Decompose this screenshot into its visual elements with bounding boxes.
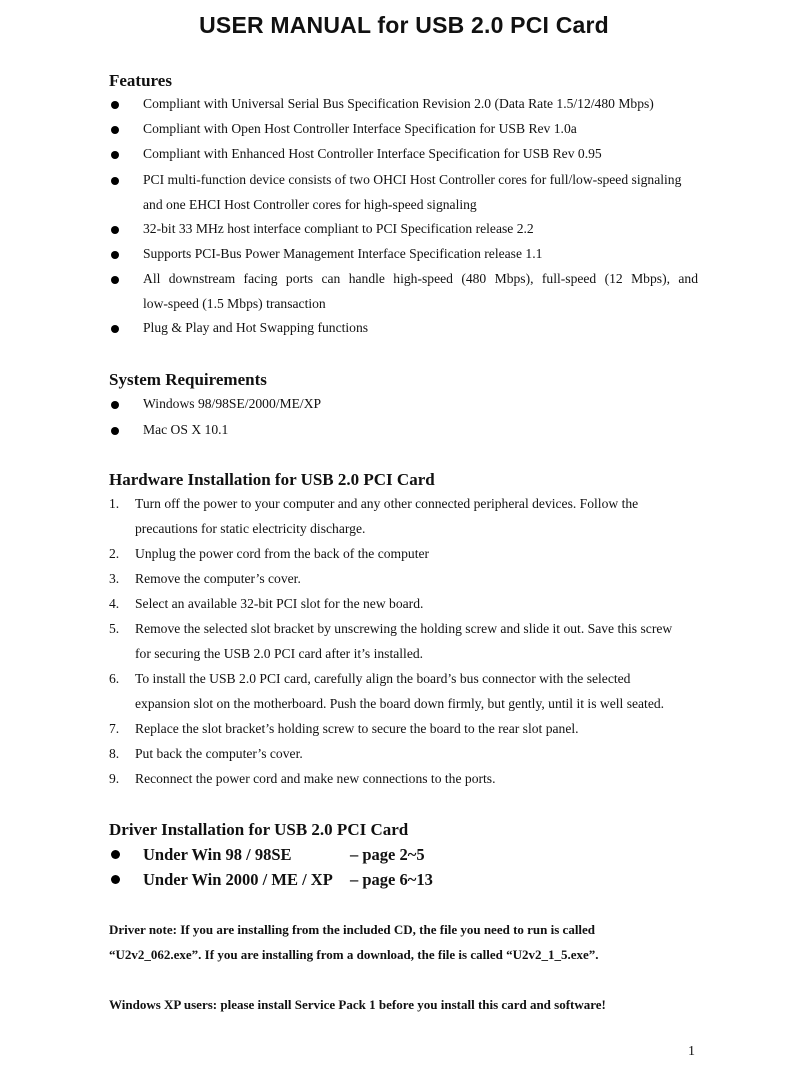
bullet-icon — [111, 177, 119, 185]
bullet-icon — [111, 276, 119, 284]
feature-item: PCI multi-function device consists of two OHCI Host Controller cores for full/low-speed signaling — [143, 172, 682, 187]
step-text: Turn off the power to your computer and any other connected peripheral devices. Follow the — [135, 496, 639, 511]
step-number: 9. — [109, 771, 120, 786]
step-number: 1. — [109, 496, 120, 511]
features-heading: Features — [109, 71, 172, 90]
bullet-icon — [111, 875, 120, 884]
page-title: USER MANUAL for USB 2.0 PCI Card — [199, 12, 609, 38]
bullet-icon — [111, 427, 119, 435]
step-text: Reconnect the power cord and make new connections to the ports. — [135, 771, 496, 786]
bullet-icon — [111, 101, 119, 109]
step-number: 8. — [109, 746, 120, 761]
driver-os-label: Under Win 2000 / ME / XP — [143, 870, 333, 889]
driver-page-range: – page 6~13 — [350, 870, 433, 889]
step-text: Remove the computer’s cover. — [135, 571, 301, 586]
bullet-icon — [111, 251, 119, 259]
driver-page-range: – page 2~5 — [350, 845, 425, 864]
feature-item: All downstream facing ports can handle high-speed (480 Mbps), full-speed (12 Mbps), and — [143, 271, 698, 286]
bullet-icon — [111, 226, 119, 234]
step-number: 4. — [109, 596, 120, 611]
xp-service-pack-note: Windows XP users: please install Service Pack 1 before you install this card and software! — [109, 997, 606, 1012]
bullet-icon — [111, 850, 120, 859]
step-text: To install the USB 2.0 PCI card, carefully align the board’s bus connector with the selected — [135, 671, 631, 686]
system-requirements-heading: System Requirements — [109, 370, 267, 389]
step-number: 2. — [109, 546, 120, 561]
step-number: 7. — [109, 721, 120, 736]
page-number: 1 — [688, 1044, 695, 1059]
bullet-icon — [111, 151, 119, 159]
step-text-continued: expansion slot on the motherboard. Push the board down firmly, but gently, until it is well seated. — [135, 696, 665, 711]
driver-note-continued: “U2v2_062.exe”. If you are installing from a download, the file is called “U2v2_1_5.exe”. — [109, 947, 599, 962]
feature-item: Compliant with Universal Serial Bus Specification Revision 2.0 (Data Rate 1.5/12/480 Mbps) — [143, 96, 654, 111]
bullet-icon — [111, 126, 119, 134]
step-number: 5. — [109, 621, 120, 636]
step-text-continued: precautions for static electricity discharge. — [135, 521, 366, 536]
hardware-installation-heading: Hardware Installation for USB 2.0 PCI Card — [109, 470, 435, 489]
bullet-icon — [111, 325, 119, 333]
step-text: Unplug the power cord from the back of the computer — [135, 546, 430, 561]
requirement-item: Windows 98/98SE/2000/ME/XP — [143, 396, 322, 411]
feature-item: Supports PCI-Bus Power Management Interface Specification release 1.1 — [143, 246, 543, 261]
step-text-continued: for securing the USB 2.0 PCI card after it’s installed. — [135, 646, 424, 661]
feature-item: Compliant with Enhanced Host Controller Interface Specification for USB Rev 0.95 — [143, 146, 602, 161]
step-text: Select an available 32-bit PCI slot for the new board. — [135, 596, 424, 611]
step-number: 6. — [109, 671, 120, 686]
feature-item: 32-bit 33 MHz host interface compliant to PCI Specification release 2.2 — [143, 221, 534, 236]
step-text: Remove the selected slot bracket by unscrewing the holding screw and slide it out. Save this screw — [135, 621, 673, 636]
driver-note: Driver note: If you are installing from the included CD, the file you need to run is called — [109, 922, 596, 937]
step-text: Replace the slot bracket’s holding screw to secure the board to the rear slot panel. — [135, 721, 579, 736]
step-number: 3. — [109, 571, 120, 586]
requirement-item: Mac OS X 10.1 — [143, 422, 229, 437]
feature-item: Compliant with Open Host Controller Interface Specification for USB Rev 1.0a — [143, 121, 577, 136]
bullet-icon — [111, 401, 119, 409]
driver-installation-heading: Driver Installation for USB 2.0 PCI Card — [109, 820, 409, 839]
feature-item-continued: and one EHCI Host Controller cores for high-speed signaling — [143, 197, 477, 212]
feature-item-continued: low-speed (1.5 Mbps) transaction — [143, 296, 326, 311]
driver-os-label: Under Win 98 / 98SE — [143, 845, 292, 864]
step-text: Put back the computer’s cover. — [135, 746, 303, 761]
feature-item: Plug & Play and Hot Swapping functions — [143, 320, 369, 335]
